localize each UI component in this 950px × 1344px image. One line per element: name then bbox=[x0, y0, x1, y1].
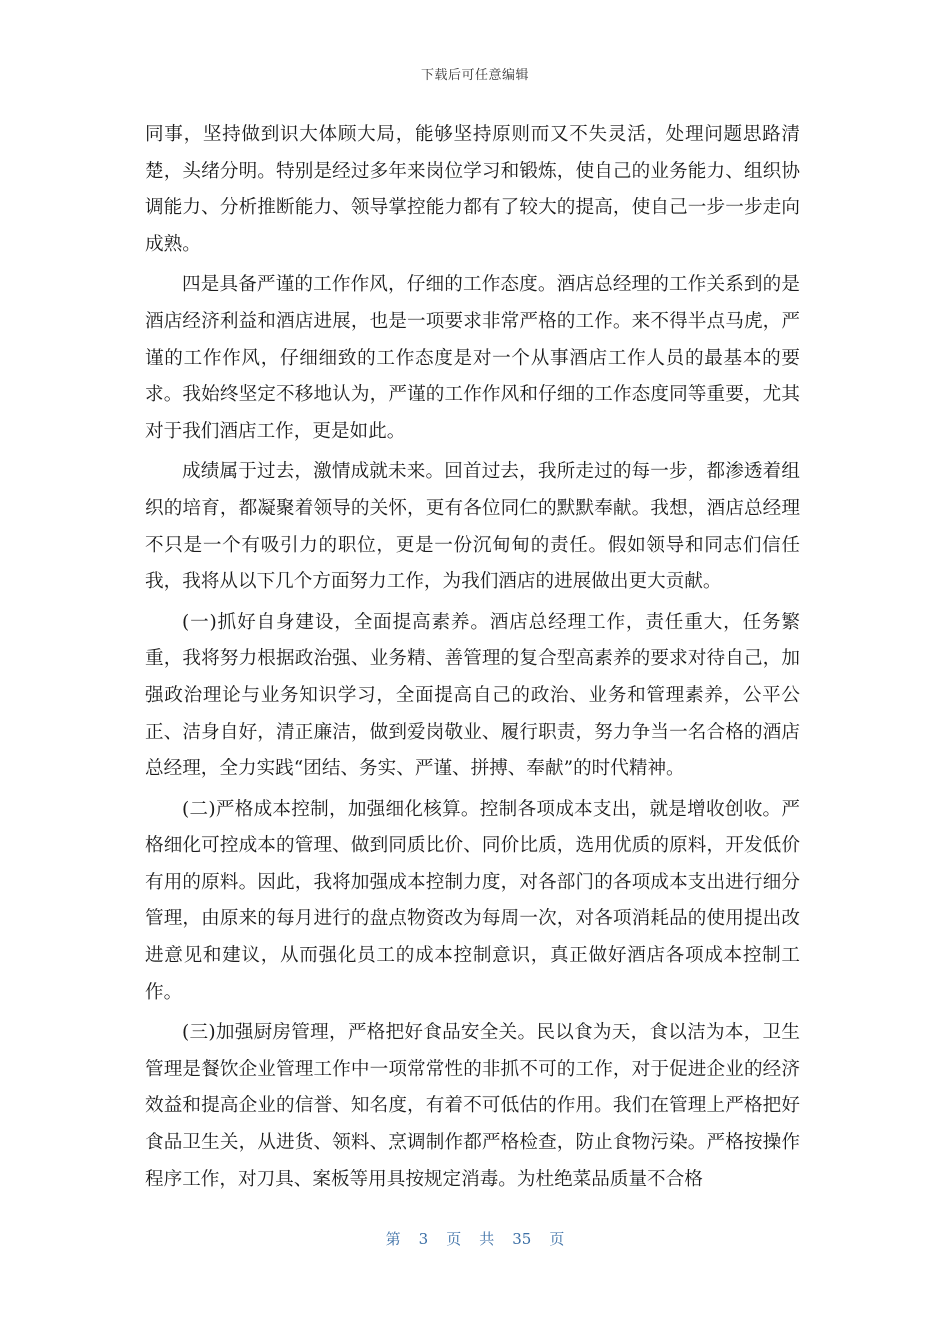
paragraph-6: (三)加强厨房管理，严格把好食品安全关。民以食为天，食以洁为本，卫生管理是餐饮企业管理工作中一项常常性的非抓不可的工作，对于促进企业的经济效益和提高企业的信誉、知名度，有着不可低估的作用。我们在管理上严格把好食品卫生关，从进货、领料、烹调制作都严格检查，防止食物污染。严格按操作程序工作，对刀具、案板等用具按规定消毒。为杜绝菜品质量不合格 bbox=[145, 1022, 800, 1190]
paragraph-4: (一)抓好自身建设，全面提高素养。酒店总经理工作，责任重大，任务繁重，我将努力根据政治强、业务精、善管理的复合型高素养的要求对待自己，加强政治理论与业务知识学习，全面提高自己的政治、业务和管理素养，公平公正、洁身自好，清正廉洁，做到爱岗敬业、履行职责，努力争当一名合格的酒店总经理，全力实践“团结、务实、严谨、拼搏、奉献”的时代精神。 bbox=[145, 611, 800, 780]
page-footer bbox=[0, 1228, 950, 1249]
paragraph-1: 同事，坚持做到识大体顾大局，能够坚持原则而又不失灵活，处理问题思路清楚，头绪分明。特别是经过多年来岗位学习和锻炼，使自己的业务能力、组织协调能力、分析推断能力、领导掌控能力都有了较大的提高，使自己一步一步走向成熟。 bbox=[145, 124, 800, 255]
total-label: 共 bbox=[479, 1230, 495, 1248]
page-unit: 页 bbox=[446, 1230, 462, 1248]
paragraph-5: (二)严格成本控制，加强细化核算。控制各项成本支出，就是增收创收。严格细化可控成本的管理、做到同质比价、同价比质，选用优质的原料，开发低价有用的原料。因此，我将加强成本控制力度，对各部门的各项成本支出进行细分管理，由原来的每月进行的盘点物资改为每周一次，对各项消耗品的使用提出改进意见和建议，从而强化员工的成本控制意识，真正做好酒店各项成本控制工作。 bbox=[145, 798, 800, 1003]
page-number: 3 bbox=[418, 1230, 429, 1248]
header-note: 下载后可任意编辑 bbox=[420, 68, 529, 83]
page-label: 第 bbox=[385, 1230, 401, 1248]
document-body bbox=[145, 117, 800, 1198]
total-pages: 35 bbox=[512, 1230, 532, 1248]
total-unit: 页 bbox=[549, 1230, 565, 1248]
paragraph-2: 四是具备严谨的工作作风，仔细的工作态度。酒店总经理的工作关系到的是酒店经济利益和酒店进展，也是一项要求非常严格的工作。来不得半点马虎，严谨的工作作风，仔细细致的工作态度是对一个从事酒店工作人员的最基本的要求。我始终坚定不移地认为，严谨的工作作风和仔细的工作态度同等重要，尤其对于我们酒店工作，更是如此。 bbox=[145, 274, 800, 442]
paragraph-3: 成绩属于过去，激情成就未来。回首过去，我所走过的每一步，都渗透着组织的培育，都凝聚着领导的关怀，更有各位同仁的默默奉献。我想，酒店总经理不只是一个有吸引力的职位，更是一份沉甸甸的责任。假如领导和同志们信任我，我将从以下几个方面努力工作，为我们酒店的进展做出更大贡献。 bbox=[145, 461, 800, 593]
